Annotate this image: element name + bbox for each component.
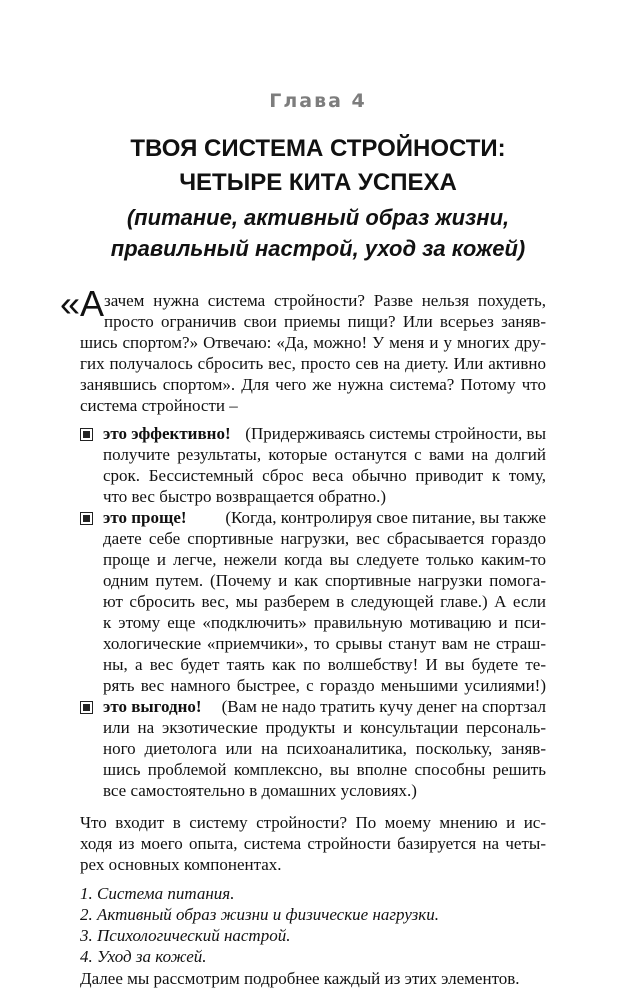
bullet-line: одним путем. (Почему и как спортивные нагрузки помога-: [103, 571, 546, 591]
intro-line: система стройности –: [80, 395, 238, 415]
paragraph-line: ходя из моего опыта, система стройности базируется на четы-: [80, 834, 546, 854]
list-item: 2. Активный образ жизни и физические нагрузки.: [80, 905, 439, 925]
list-item: 4. Уход за кожей.: [80, 947, 207, 966]
intro-line: шись спортом?» Отвечаю: «Да, можно! У меня и у многих дру-: [80, 332, 546, 352]
intro-line: занявшись спортом». Для чего же нужна система? Потому что: [80, 374, 546, 394]
intro-line: зачем нужна система стройности? Разве нельзя похудеть,: [104, 290, 546, 310]
bullet-first-text: (Придерживаясь системы стройности, вы: [245, 424, 546, 444]
bullet-first-line: [103, 423, 546, 445]
bullet-line: хологические «приемчики», то срывы станут вам не страш-: [103, 634, 546, 654]
bullet-square-icon: [80, 512, 93, 525]
bullet-lead: это проще!: [103, 508, 187, 528]
bullet-line: ны, а вес будет таять как по волшебству! И вы будете те-: [103, 655, 546, 675]
paragraph-line: рех основных компонентах.: [80, 855, 282, 875]
chapter-subtitle-line-2: правильный настрой, уход за кожей): [110, 236, 526, 261]
bullet-line: получите результаты, которые останутся с вами на долгий: [103, 445, 546, 465]
paragraph-line: Что входит в систему стройности? По моему мнению и ис-: [80, 813, 546, 833]
bullet-square-icon: [80, 701, 93, 714]
bullet-line: к этому еще «подключить» правильную мотивацию и пси-: [103, 613, 546, 633]
bullet-square-icon: [80, 428, 93, 441]
bullet-first-line: [103, 696, 546, 718]
closing-line: Далее мы рассмотрим подробнее каждый из этих элементов.: [80, 969, 520, 988]
list-item: 1. Система питания.: [80, 884, 235, 904]
bullet-lead: это эффективно!: [103, 424, 231, 444]
chapter-heading: Глава 4: [269, 90, 367, 112]
chapter-title-line-2: ЧЕТЫРЕ КИТА УСПЕХА: [179, 169, 457, 196]
list-item: 3. Психологический настрой.: [80, 926, 291, 945]
bullet-line: рять вес намного быстрее, с гораздо меньшими усилиями!): [103, 676, 546, 696]
drop-cap: «А: [60, 283, 105, 324]
bullet-line: даете себе спортивные нагрузки, вес сбрасывается гораздо: [103, 529, 546, 549]
intro-line: просто ограничив свои приемы пищи? Или всерьез заняв-: [104, 311, 546, 331]
bullet-line: проще и легче, нежели когда вы следуете только каким-то: [103, 550, 546, 570]
bullet-line: ют сбросить вес, мы разберем в следующей главе.) А если: [103, 592, 546, 612]
bullet-line: срок. Бессистемный сброс веса обычно приводит к тому,: [103, 466, 546, 486]
chapter-subtitle-line-1: (питание, активный образ жизни,: [126, 205, 510, 230]
bullet-line: все самостоятельно в домашних условиях.): [103, 781, 417, 801]
bullet-lead: это выгодно!: [103, 697, 202, 717]
bullet-line: ного диетолога или на психоаналитика, поскольку, заняв-: [103, 739, 546, 759]
bullet-first-text: (Когда, контролируя свое питание, вы также: [225, 508, 546, 528]
bullet-line: или на экзотические продукты и консультации персональ-: [103, 718, 546, 738]
bullet-first-text: (Вам не надо тратить кучу денег на спортзал: [221, 697, 546, 717]
bullet-first-line: [103, 507, 546, 529]
intro-line: гих получалось сбросить вес, просто сев на диету. Или активно: [80, 353, 546, 373]
bullet-line: что вес быстро возвращается обратно.): [103, 487, 387, 507]
chapter-title-line-1: ТВОЯ СИСТЕМА СТРОЙНОСТИ:: [130, 135, 506, 162]
bullet-line: шись проблемой комплексно, вы вполне способны решить: [103, 760, 546, 780]
